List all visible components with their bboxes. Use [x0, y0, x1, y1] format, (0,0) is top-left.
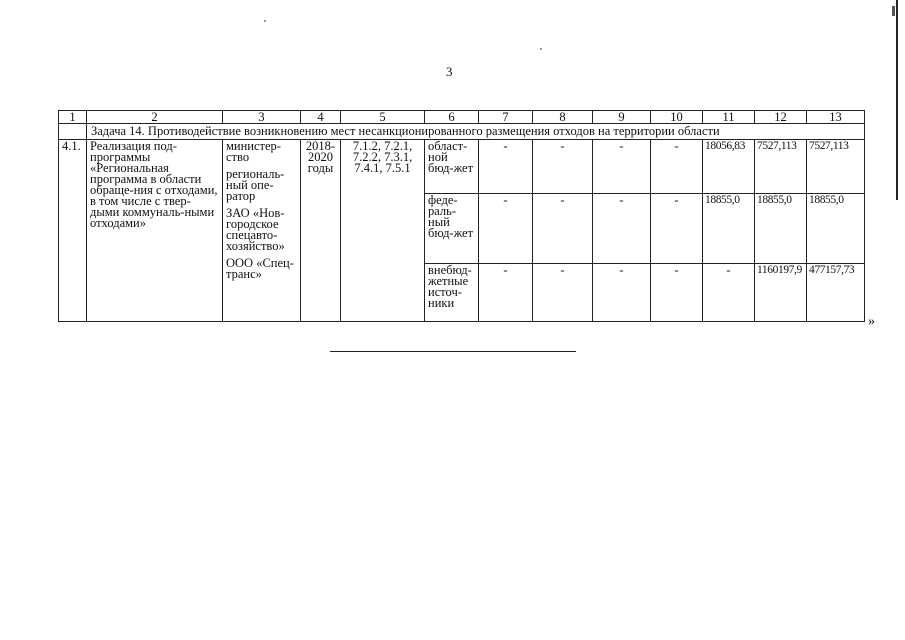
- col-num: 11: [703, 111, 755, 124]
- col-num: 5: [341, 111, 425, 124]
- row-period: 2018-2020 годы: [301, 140, 341, 322]
- page-number: 3: [446, 64, 453, 79]
- row-targets: 7.1.2, 7.2.1, 7.2.2, 7.3.1, 7.4.1, 7.5.1: [341, 140, 425, 322]
- cell-value: 18855,0: [755, 194, 807, 264]
- col-num: 3: [223, 111, 301, 124]
- cell-value: -: [533, 140, 593, 194]
- cell-value: -: [479, 140, 533, 194]
- col-num: 9: [593, 111, 651, 124]
- executor: ООО «Спец-транс»: [226, 256, 294, 281]
- closing-quote: »: [868, 314, 875, 329]
- scan-speck: [540, 48, 542, 50]
- cell-value: 1160197,9: [755, 264, 807, 322]
- col-num: 1: [59, 111, 87, 124]
- funding-source: област-ной бюд-жет: [425, 140, 479, 194]
- col-num: 8: [533, 111, 593, 124]
- col-num: 6: [425, 111, 479, 124]
- cell-value: -: [479, 264, 533, 322]
- program-table: [58, 110, 865, 322]
- executor: региональ-ный опе-ратор: [226, 167, 285, 203]
- executor: ЗАО «Нов-городское спецавто-хозяйство»: [226, 206, 285, 253]
- row-index: 4.1.: [59, 140, 87, 322]
- funding-source: феде-раль-ный бюд-жет: [425, 194, 479, 264]
- cell-value: 18855,0: [703, 194, 755, 264]
- executor: министер-ство: [226, 139, 281, 164]
- task-row: [59, 124, 865, 140]
- col-num: 2: [87, 111, 223, 124]
- cell-value: 7527,113: [807, 140, 865, 194]
- cell-value: -: [593, 140, 651, 194]
- col-num: 12: [755, 111, 807, 124]
- scan-speck: [264, 20, 266, 22]
- cell-value: 7527,113: [755, 140, 807, 194]
- end-rule: [330, 351, 576, 352]
- row-name: Реализация под-программы «Региональная программа в области обраще-ния с отходами, в том числе с твер-дыми коммуналь-ными отходами»: [87, 140, 223, 322]
- col-num: 4: [301, 111, 341, 124]
- cell-value: -: [703, 264, 755, 322]
- cell-value: -: [479, 194, 533, 264]
- table-row: [59, 140, 865, 194]
- row-executors: [223, 140, 301, 322]
- cell-value: -: [593, 194, 651, 264]
- col-num: 7: [479, 111, 533, 124]
- cell-value: 18056,83: [703, 140, 755, 194]
- cell-value: -: [651, 194, 703, 264]
- top-margin-mark: [892, 6, 895, 16]
- cell-value: 18855,0: [807, 194, 865, 264]
- col-num: 10: [651, 111, 703, 124]
- col-num: 13: [807, 111, 865, 124]
- funding-source: внебюд-жетные источ-ники: [425, 264, 479, 322]
- cell-value: -: [651, 264, 703, 322]
- task-title: Задача 14. Противодействие возникновению мест несанкционированного размещения отходов на территории области: [87, 124, 865, 140]
- task-index-cell: [59, 124, 87, 140]
- cell-value: -: [533, 264, 593, 322]
- column-number-row: [59, 111, 865, 124]
- cell-value: 477157,73: [807, 264, 865, 322]
- cell-value: -: [533, 194, 593, 264]
- cell-value: -: [651, 140, 703, 194]
- right-margin-line: [896, 0, 898, 200]
- cell-value: -: [593, 264, 651, 322]
